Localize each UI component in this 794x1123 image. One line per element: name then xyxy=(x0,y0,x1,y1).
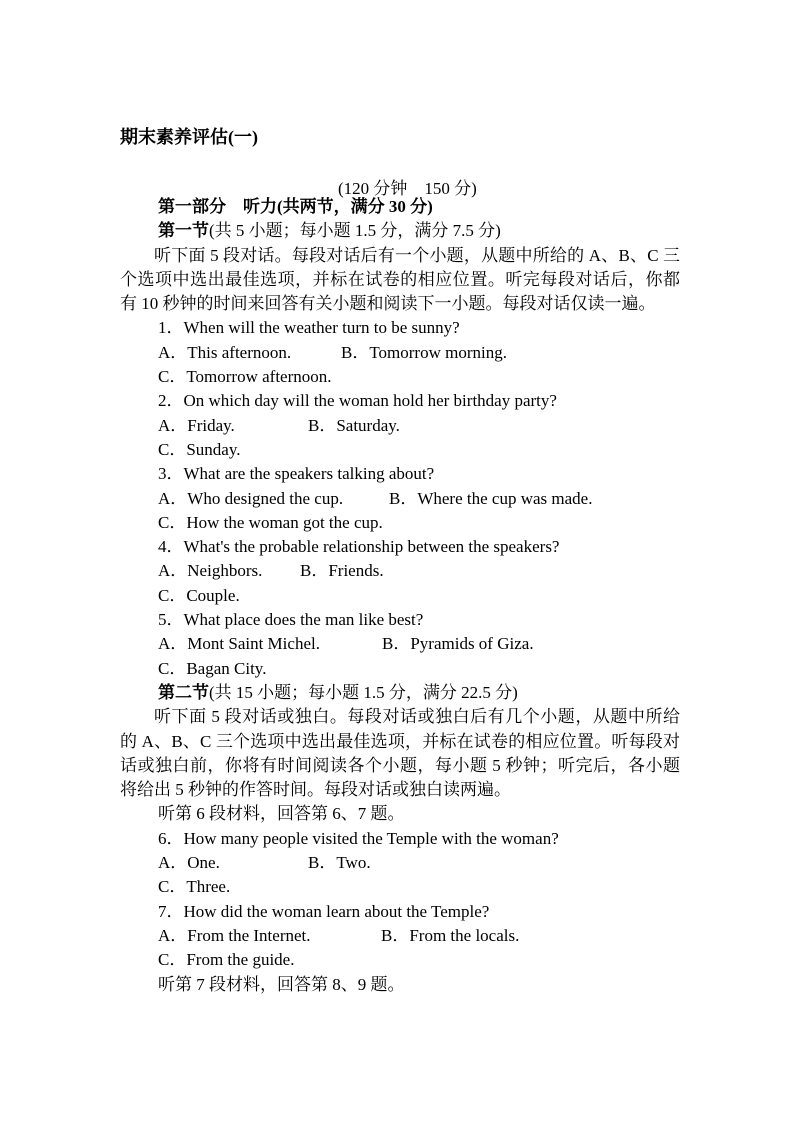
option-b: B．From the locals. xyxy=(381,925,520,945)
exam-body xyxy=(120,195,680,997)
option-b: B．Where the cup was made. xyxy=(389,488,593,508)
option-c: C．Sunday. xyxy=(158,439,241,459)
option-b: B．Tomorrow morning. xyxy=(341,342,507,362)
option-row xyxy=(120,851,680,875)
section2-detail: (共 15 小题；每小题 1.5 分，满分 22.5 分) xyxy=(209,682,518,702)
section1-instructions: 听下面 5 段对话。每段对话后有一个小题，从题中所给的 A、B、C 三个选项中选出最佳选项，并标在试卷的相应位置。听完每段对话后，你都有 10 秒钟的时间来回答有关小题和阅读下一小题。每段对话仅读一遍。 xyxy=(120,245,680,314)
option-c: C．Three. xyxy=(158,877,231,897)
option-row xyxy=(120,559,680,583)
question-stem: 6．How many people visited the Temple with the woman? xyxy=(158,828,559,848)
question-stem: 7．How did the woman learn about the Temple? xyxy=(158,901,490,921)
page-title: 期末素养评估(一) xyxy=(120,127,258,147)
option-b: B．Pyramids of Giza. xyxy=(382,634,534,654)
section2-label: 第二节 xyxy=(158,682,209,702)
material-note: 听第 6 段材料，回答第 6、7 题。 xyxy=(158,804,405,824)
question-stem: 4．What's the probable relationship between the speakers? xyxy=(158,537,560,557)
option-b: B．Friends. xyxy=(300,561,384,581)
exam-meta: (120 分钟 150 分) xyxy=(338,179,477,198)
question-stem: 2．On which day will the woman hold her birthday party? xyxy=(158,391,557,411)
option-row xyxy=(120,341,680,365)
option-a: A．Who designed the cup. xyxy=(158,488,344,508)
option-c: C．Tomorrow afternoon. xyxy=(158,367,332,387)
material-note: 听第 7 段材料，回答第 8、9 题。 xyxy=(158,974,405,994)
section1-detail: (共 5 小题；每小题 1.5 分，满分 7.5 分) xyxy=(209,221,501,241)
question-stem: 3．What are the speakers talking about? xyxy=(158,464,435,484)
option-c: C．Couple. xyxy=(158,585,240,605)
option-c: C．How the woman got the cup. xyxy=(158,512,383,532)
option-c: C．From the guide. xyxy=(158,950,295,970)
option-row xyxy=(120,487,680,511)
option-a: A．Neighbors. xyxy=(158,561,263,581)
part1-heading: 第一部分 听力(共两节，满分 30 分) xyxy=(158,197,433,216)
option-a: A．One. xyxy=(158,853,220,873)
section2-instructions: 听下面 5 段对话或独白。每段对话或独白后有几个小题，从题中所给的 A、B、C 三个选项中选出最佳选项，并标在试卷的相应位置。听每段对话或独白前，你将有时间阅读各个小题，每小题 5 秒钟；听完后，各小题将给出 5 秒钟的作答时间。每段对话或独白读两遍。 xyxy=(120,707,680,800)
option-c: C．Bagan City. xyxy=(158,658,267,678)
section1-heading xyxy=(120,219,680,243)
option-row xyxy=(120,414,680,438)
option-a: A．Friday. xyxy=(158,415,235,435)
option-row xyxy=(120,924,680,948)
option-row xyxy=(120,632,680,656)
section2-heading xyxy=(120,681,680,705)
section1-label: 第一节 xyxy=(158,221,209,241)
option-b: B．Two. xyxy=(308,853,371,873)
option-a: A．This afternoon. xyxy=(158,342,292,362)
option-b: B．Saturday. xyxy=(308,415,400,435)
option-a: A．From the Internet. xyxy=(158,925,311,945)
question-stem: 1．When will the weather turn to be sunny? xyxy=(158,318,460,338)
question-stem: 5．What place does the man like best? xyxy=(158,610,424,630)
option-a: A．Mont Saint Michel. xyxy=(158,634,320,654)
